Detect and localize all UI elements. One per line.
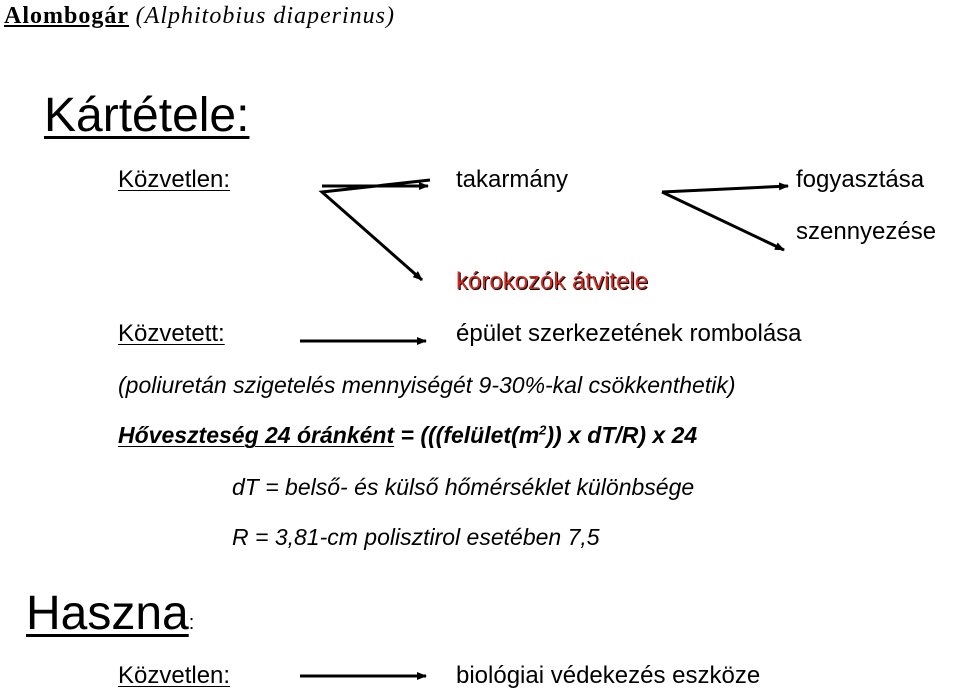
heat-loss-term: Hőveszteség 24 óránként [118, 422, 395, 448]
direct-benefit-label: Közvetlen: [118, 662, 231, 689]
r-definition: R = 3,81-cm polisztirol esetében 7,5 [232, 524, 600, 550]
species-common-name: Alombogár [4, 3, 129, 29]
benefit-title-colon: : [188, 612, 195, 634]
indirect-damage-label: Közvetett: [118, 320, 225, 347]
formula-rhs-end: )) x dT/R) x 24 [546, 422, 698, 448]
feed-item: takarmány [456, 166, 569, 193]
dt-definition: dT = belső- és külső hőmérséklet különbsége [232, 474, 695, 500]
branch-arrow-consumption [662, 186, 788, 250]
pollution-item: szennyezése [796, 218, 937, 245]
pathogen-transmission-item: kórokozók átvitele [456, 268, 649, 295]
insulation-note: (poliuretán szigetelés mennyiségét 9-30%-kal csökkenthetik) [118, 372, 736, 398]
formula-rhs-start: = (((felület(m [394, 422, 540, 448]
benefit-title-text: Haszna [26, 587, 189, 640]
formula-superscript: 2 [539, 422, 547, 438]
species-latin-name: (Alphitobius diaperinus) [135, 3, 395, 29]
biological-control-item: biológiai védekezés eszköze [456, 662, 761, 689]
consumption-item: fogyasztása [796, 166, 925, 193]
branch-arrow-feed [322, 180, 430, 280]
direct-damage-label: Közvetlen: [118, 166, 231, 193]
building-damage-item: épület szerkezetének rombolása [456, 320, 802, 347]
damage-title: Kártétele: [44, 89, 250, 142]
